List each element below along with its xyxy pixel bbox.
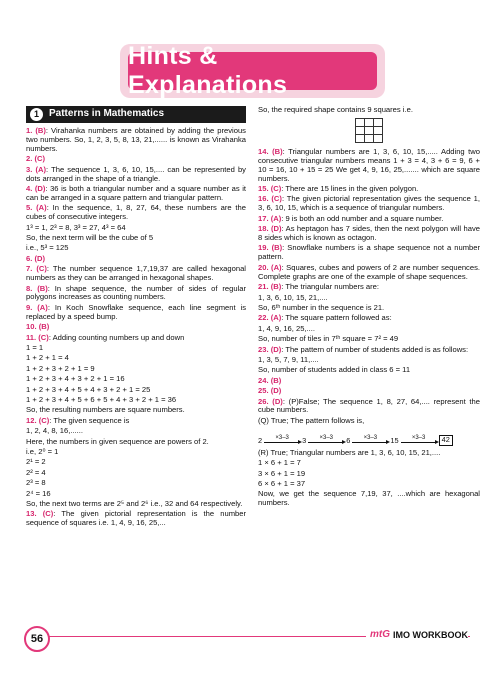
footer-brand <box>366 629 468 640</box>
arrow-label: ×3–3 <box>363 434 378 441</box>
answer-line <box>26 438 246 447</box>
answer-line <box>258 325 480 334</box>
answer-text: Now, we get the sequence 7,19, 37, ....which are hexagonal numbers. <box>258 489 480 508</box>
answer-line <box>258 470 480 479</box>
answer-text: So, the next two terms are 2⁵ and 2⁶ i.e., 32 and 64 respectively. <box>26 499 243 509</box>
arrow-line <box>264 442 300 443</box>
answer-line <box>26 365 246 374</box>
answer-line <box>258 480 480 489</box>
answer-text: 2⁴ = 16 <box>26 488 51 498</box>
arrow-line <box>401 442 437 443</box>
answer-text: : The pattern of number of students added is as follows: <box>281 344 469 354</box>
answer-line <box>26 396 246 405</box>
question-number: 14. <box>258 146 269 156</box>
question-number: 23. <box>258 344 269 354</box>
answer-text: So, 6ᵗʰ number in the sequence is 21. <box>258 302 385 312</box>
answer-text: 1, 3, 5, 7, 9, 11,.... <box>258 354 319 364</box>
answer-option: (C) <box>34 154 46 164</box>
question-number: 4. <box>26 183 33 193</box>
answer-option: (C) <box>271 194 282 204</box>
page-title: Hints & Explanations <box>128 42 288 99</box>
answer-text: Here, the numbers in given sequence are powers of 2. <box>26 436 209 446</box>
answer-text: : The given pictorial representation is the number sequence of squares i.e. 1, 4, 9, 16, 25,... <box>26 509 246 528</box>
answer-option: (A) <box>271 262 282 272</box>
arrow-line <box>352 442 388 443</box>
answer-line <box>26 406 246 415</box>
answer-line <box>258 356 480 365</box>
answer-text: : The square pattern followed as: <box>281 313 392 323</box>
answer-line <box>258 225 480 243</box>
section-number: 1 <box>30 108 43 121</box>
pattern-arrow <box>262 435 302 446</box>
answer-line <box>26 458 246 467</box>
answer-line <box>258 417 480 426</box>
answer-line <box>258 304 480 313</box>
answer-line <box>258 366 480 375</box>
right-answers-continued <box>258 449 480 508</box>
answer-option: (C) <box>42 509 54 519</box>
pattern-arrow <box>350 435 390 446</box>
answer-text: So, number of students added in class 6 = 11 <box>258 365 411 375</box>
question-number: 11. <box>26 332 37 342</box>
answer-option: (D) <box>34 183 46 193</box>
answer-text: : (P)False; The sequence 1, 8, 27, 64,.... represent the cube numbers. <box>258 396 480 415</box>
answer-text: : Triangular numbers are 1, 3, 6, 10, 15,..... Adding two consecutive triangular numbers means 1 + 3 = 4, 3 + 6 = 9, 6 + 10 = 16, 10 + 15 = 25 We get 4, 9, 16, 25,....... which are square numbers. <box>258 146 480 183</box>
answer-text: So, number of tiles in 7ᵗʰ square = 7² = 49 <box>258 334 399 344</box>
pattern-answer-box: 42 <box>439 435 453 446</box>
answer-line <box>26 386 246 395</box>
answer-text: So, the next term will be the cube of 5 <box>26 232 154 242</box>
answer-text: : In shape sequence, the number of sides of regular polygons increases as counting numbers. <box>26 283 246 302</box>
answer-line <box>258 490 480 508</box>
answer-line <box>26 448 246 457</box>
answer-line <box>26 323 246 332</box>
question-number: 3. <box>26 164 33 174</box>
answer-line <box>26 490 246 499</box>
right-answers <box>258 148 480 426</box>
answer-text: 1³ = 1, 2³ = 8, 3³ = 27, 4³ = 64 <box>26 222 126 232</box>
arrow-line <box>308 442 344 443</box>
question-number: 1. <box>26 126 33 135</box>
answer-text: (Q) True; The pattern follows is, <box>258 415 365 425</box>
answer-line <box>258 148 480 184</box>
answer-text: 1 = 1 <box>26 342 44 352</box>
answer-line <box>258 283 480 292</box>
answer-text: : The given sequence is <box>49 415 130 425</box>
pattern-number: 15 <box>390 435 399 445</box>
answer-line <box>26 469 246 478</box>
question-number: 19. <box>258 243 269 253</box>
answer-text: 1 + 2 + 1 = 4 <box>26 353 69 363</box>
title-banner-inner <box>128 42 377 99</box>
answer-text: 1 + 2 + 3 + 4 + 5 + 6 + 5 + 4 + 3 + 2 + 1 = 36 <box>26 394 177 404</box>
answer-line <box>258 195 480 213</box>
answer-option: (D) <box>270 224 282 234</box>
question-number: 2. <box>26 154 33 164</box>
answer-line <box>26 185 246 203</box>
answer-option: (A) <box>36 203 47 213</box>
answer-option: (A) <box>270 313 282 323</box>
question-number: 26. <box>258 396 269 406</box>
mtg-logo: mtG <box>370 629 390 640</box>
answer-text: : 36 is both a triangular number and a square number as it can be arranged in a square pattern and triangular pattern. <box>26 183 246 202</box>
answer-line <box>26 204 246 222</box>
answer-option: (C) <box>36 264 47 274</box>
question-number: 21. <box>258 282 269 292</box>
answer-text: 1, 3, 6, 10, 15, 21,.... <box>258 292 328 302</box>
page-number: 56 <box>24 626 50 652</box>
question-number: 8. <box>26 283 33 293</box>
title-banner <box>120 44 385 98</box>
answer-option: (D) <box>34 253 46 263</box>
answer-option: (B) <box>37 283 48 293</box>
answer-line <box>26 285 246 303</box>
answer-line <box>26 155 246 164</box>
answer-text: : There are 15 lines in the given polygon. <box>281 184 419 194</box>
answer-line <box>26 417 246 426</box>
answer-line <box>258 335 480 344</box>
pattern-number: 2 <box>258 435 263 445</box>
answer-text: : The given pictorial representation gives the sequence 1, 3, 6, 10, 15, which is a sequence of triangular numbers. <box>258 194 480 213</box>
answer-option: (B) <box>270 375 282 385</box>
answer-text: : In Koch Snowflake sequence, each line segment is replaced by a speed bump. <box>26 302 246 321</box>
right-column <box>258 106 480 510</box>
answer-option: (C) <box>38 332 49 342</box>
answer-line <box>258 377 480 386</box>
arrow-label: ×3–3 <box>411 434 426 441</box>
answer-option: (A) <box>270 213 282 223</box>
question-number: 7. <box>26 264 33 274</box>
answer-text: 2¹ = 2 <box>26 457 46 467</box>
answer-line <box>258 294 480 303</box>
answer-text: 1, 4, 9, 16, 25,.... <box>258 323 315 333</box>
answer-option: (D) <box>272 396 283 406</box>
answer-option: (B) <box>35 126 46 135</box>
answer-text: 1, 2, 4, 8, 16,...... <box>26 426 83 436</box>
answer-line <box>26 244 246 253</box>
answer-text: 3 × 6 + 1 = 19 <box>258 468 306 478</box>
workbook-label: IMO WORKBOOK <box>393 629 468 640</box>
answer-line <box>258 459 480 468</box>
answer-option: (C) <box>270 184 282 194</box>
answer-line <box>258 264 480 282</box>
question-number: 9. <box>26 302 33 312</box>
answer-line <box>26 354 246 363</box>
answer-line <box>26 344 246 353</box>
answer-option: (A) <box>35 164 46 174</box>
answer-line <box>258 314 480 323</box>
question-number: 16. <box>258 194 269 204</box>
answer-line <box>26 224 246 233</box>
answer-text: 1 + 2 + 3 + 4 + 3 + 2 + 1 = 16 <box>26 374 125 384</box>
answer-text: : The number sequence 1,7,19,37 are called hexagonal numbers as they can be arranged in hexagonal shapes. <box>26 264 246 283</box>
question-number: 18. <box>258 224 269 234</box>
answer-line <box>26 375 246 384</box>
answer-line <box>258 185 480 194</box>
answer-line <box>26 479 246 488</box>
answer-option: (C) <box>38 415 50 425</box>
answer-text: i.e., 5³ = 125 <box>26 243 69 253</box>
answer-line <box>26 510 246 528</box>
answer-option: (B) <box>38 322 50 332</box>
answer-text: i.e, 2⁰ = 1 <box>26 447 59 456</box>
answer-option: (A) <box>37 302 48 312</box>
question-number: 24. <box>258 375 269 385</box>
left-answers <box>26 127 246 528</box>
answer-option: (D) <box>270 386 282 396</box>
answer-line <box>26 427 246 436</box>
answer-line <box>26 304 246 322</box>
answer-text: : As heptagon has 7 sides, then the next polygon will have 8 sides which is known as octagon. <box>258 224 480 243</box>
answer-line <box>258 215 480 224</box>
question-number: 20. <box>258 262 269 272</box>
arrow-label: ×3–3 <box>275 434 289 441</box>
answer-text: 1 × 6 + 1 = 7 <box>258 458 301 468</box>
question-number: 6. <box>26 253 33 263</box>
answer-text: 2³ = 8 <box>26 478 46 488</box>
section-title: Patterns in Mathematics <box>49 108 165 120</box>
answer-line <box>26 265 246 283</box>
answer-option: (D) <box>270 344 282 354</box>
answer-line <box>26 334 246 343</box>
answer-text: : Adding counting numbers up and down <box>48 332 185 342</box>
answer-text: : Snowflake numbers is a shape sequence not a number pattern. <box>258 243 480 262</box>
question-number: 13. <box>26 509 37 519</box>
answer-line <box>26 255 246 264</box>
pattern-number: 3 <box>302 435 307 445</box>
answer-line <box>258 449 480 458</box>
question-number: 10. <box>26 322 37 332</box>
answer-text: (R) True; Triangular numbers are 1, 3, 6, 10, 15, 21,.... <box>258 447 441 457</box>
question-number: 12. <box>26 415 37 425</box>
answer-option: (B) <box>271 243 283 253</box>
answer-text: 1 + 2 + 3 + 2 + 1 = 9 <box>26 363 95 373</box>
left-column <box>26 106 246 530</box>
question-number: 22. <box>258 313 269 323</box>
answer-option: (B) <box>272 146 283 156</box>
answer-text: So, the resulting numbers are square numbers. <box>26 405 185 415</box>
answer-text: : The sequence 1, 3, 6, 10, 15,.... can be represented by dots arranged in the shape of a triangle. <box>26 164 246 183</box>
square-grid-figure <box>258 118 480 143</box>
answer-text: : The triangular numbers are: <box>281 282 380 292</box>
answer-text: : Squares, cubes and powers of 2 are number sequences. Complete graphs are one of the example of shape sequences. <box>258 262 480 281</box>
answer-line <box>26 166 246 184</box>
question-number: 25. <box>258 386 269 396</box>
answer-line <box>26 127 246 154</box>
arrow-label: ×3–3 <box>319 434 333 441</box>
question-number: 15. <box>258 184 269 194</box>
answer-text: 2² = 4 <box>26 467 46 477</box>
answer-line <box>26 500 246 509</box>
answer-text: : 9 is both an odd number and a square number. <box>281 213 444 223</box>
answer-text: 6 × 6 + 1 = 37 <box>258 479 306 488</box>
answer-line <box>258 346 480 355</box>
answer-text: : In the sequence, 1, 8, 27, 64, these numbers are the cubes of consecutive integers. <box>26 203 246 222</box>
pattern-arrow <box>399 435 439 446</box>
pattern-number: 6 <box>346 435 351 445</box>
answer-line <box>258 387 480 396</box>
answer-option: (B) <box>270 282 282 292</box>
answer-line <box>258 244 480 262</box>
pattern-row <box>258 428 480 446</box>
pattern-arrow <box>306 435 346 446</box>
answer-line <box>258 398 480 416</box>
answer-text: 1 + 2 + 3 + 4 + 5 + 4 + 3 + 2 + 1 = 25 <box>26 384 151 394</box>
question-number: 5. <box>26 203 33 213</box>
question-number: 17. <box>258 213 269 223</box>
section-header <box>26 106 246 123</box>
answer-line <box>26 234 246 243</box>
answer-text: : Virahanka numbers are obtained by adding the previous two numbers. So, 1, 2, 3, 5, 8, 13, 21,...... is known as Virahanka numbers. <box>26 126 246 153</box>
right-intro: So, the required shape contains 9 squares i.e. <box>258 105 413 114</box>
